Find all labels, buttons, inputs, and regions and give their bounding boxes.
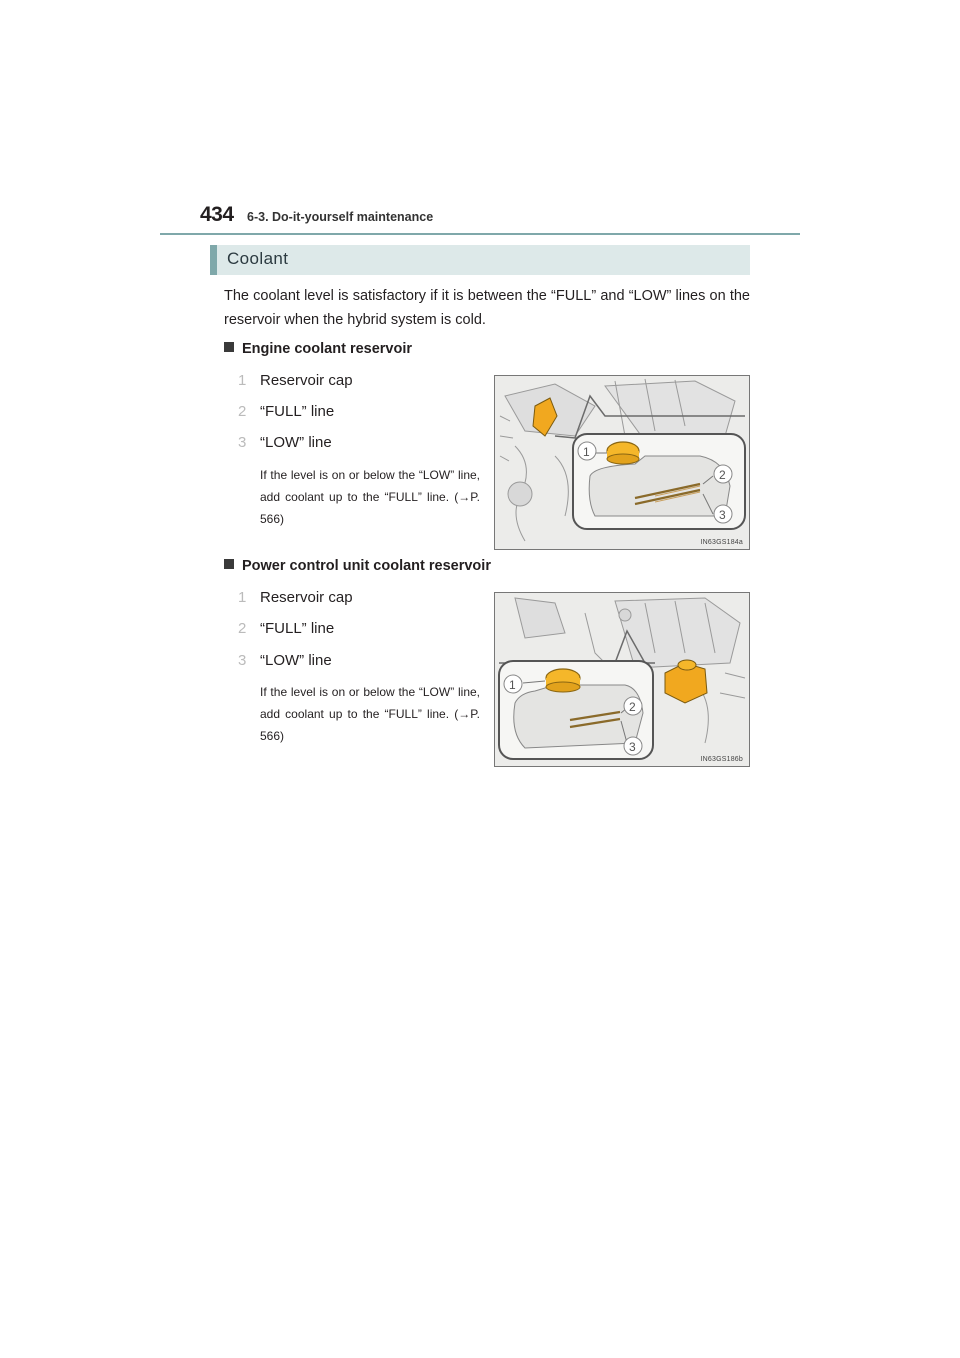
item-number: 2 <box>238 620 247 637</box>
header-rule <box>160 233 800 235</box>
item-label: “FULL” line <box>260 403 335 420</box>
square-bullet-icon <box>224 342 234 352</box>
note-text: If the level is on or below the “LOW” line, add coolant up to the “FULL” line. (→P. 566) <box>260 685 480 743</box>
callout-3: 3 <box>629 740 636 754</box>
callout-1: 1 <box>583 445 590 459</box>
square-bullet-icon <box>224 559 234 569</box>
power-control-unit-reservoir-figure <box>494 592 750 767</box>
callout-2: 2 <box>719 468 726 482</box>
item-label: Reservoir cap <box>260 589 353 606</box>
page-number: 434 <box>200 203 234 226</box>
item-label: “LOW” line <box>260 652 332 669</box>
callout-3: 3 <box>719 508 726 522</box>
item-number: 1 <box>238 372 247 389</box>
item-number: 1 <box>238 589 247 606</box>
figure-code: IN63GS184a <box>700 539 743 546</box>
subheading-text: Engine coolant reservoir <box>242 341 413 357</box>
section-title: Coolant <box>227 249 289 268</box>
chapter-title: 6-3. Do-it-yourself maintenance <box>247 210 434 224</box>
intro-paragraph: The coolant level is satisfactory if it is between the “FULL” and “LOW” lines on the reservoir when the hybrid system is cold. <box>224 288 750 328</box>
engine-illustration <box>495 593 749 766</box>
item-number: 2 <box>238 403 247 420</box>
item-label: “FULL” line <box>260 620 335 637</box>
subheading-text: Power control unit coolant reservoir <box>242 558 491 574</box>
item-number: 3 <box>238 652 247 669</box>
section-title-bar <box>210 245 750 275</box>
item-number: 3 <box>238 434 247 451</box>
engine-illustration <box>495 376 749 549</box>
engine-coolant-reservoir-figure <box>494 375 750 550</box>
subheading-engine-coolant-reservoir <box>224 341 412 357</box>
callout-1: 1 <box>509 678 516 692</box>
item-label: “LOW” line <box>260 434 332 451</box>
figure-code: IN63GS186b <box>700 756 743 763</box>
callout-2: 2 <box>629 700 636 714</box>
item-label: Reservoir cap <box>260 372 353 389</box>
subheading-power-control-unit-coolant-reservoir <box>224 558 491 574</box>
note-text: If the level is on or below the “LOW” line, add coolant up to the “FULL” line. (→P. 566) <box>260 468 480 526</box>
